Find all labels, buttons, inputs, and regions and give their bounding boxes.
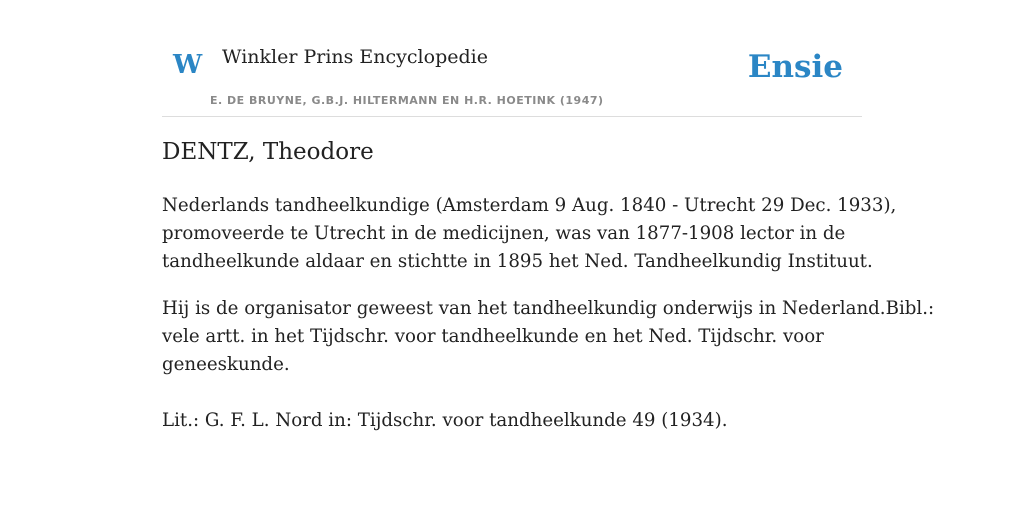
paragraph-line: promoveerde te Utrecht in de medicijnen, was van 1877-1908 lector in de (162, 223, 846, 244)
paragraph-line: Nederlands tandheelkundige (Amsterdam 9 Aug. 1840 - Utrecht 29 Dec. 1933), (162, 195, 897, 216)
source-header (162, 0, 862, 117)
paragraph-line: Lit.: G. F. L. Nord in: Tijdschr. voor tandheelkunde 49 (1934). (162, 410, 728, 431)
paragraph-line: geneeskunde. (162, 354, 290, 375)
entry-paragraph-2 (162, 295, 935, 379)
entry-paragraph-1 (162, 192, 897, 276)
entry-title: DENTZ, Theodore (162, 139, 374, 165)
paragraph-line: vele artt. in het Tijdschr. voor tandheelkunde en het Ned. Tijdschr. voor (162, 326, 824, 347)
ensie-logo[interactable]: Ensie (747, 49, 843, 85)
paragraph-line: tandheelkunde aldaar en stichtte in 1895 het Ned. Tandheelkundig Instituut. (162, 251, 873, 272)
entry-literature (162, 407, 872, 435)
paragraph-line: Hij is de organisator geweest van het tandheelkundig onderwijs in Nederland.Bibl.: (162, 298, 935, 319)
source-title[interactable]: Winkler Prins Encyclopedie (222, 46, 488, 68)
source-authors: E. DE BRUYNE, G.B.J. HILTERMANN EN H.R. HOETINK (1947) (210, 94, 604, 107)
winkler-prins-logo-icon[interactable]: W (173, 50, 203, 80)
